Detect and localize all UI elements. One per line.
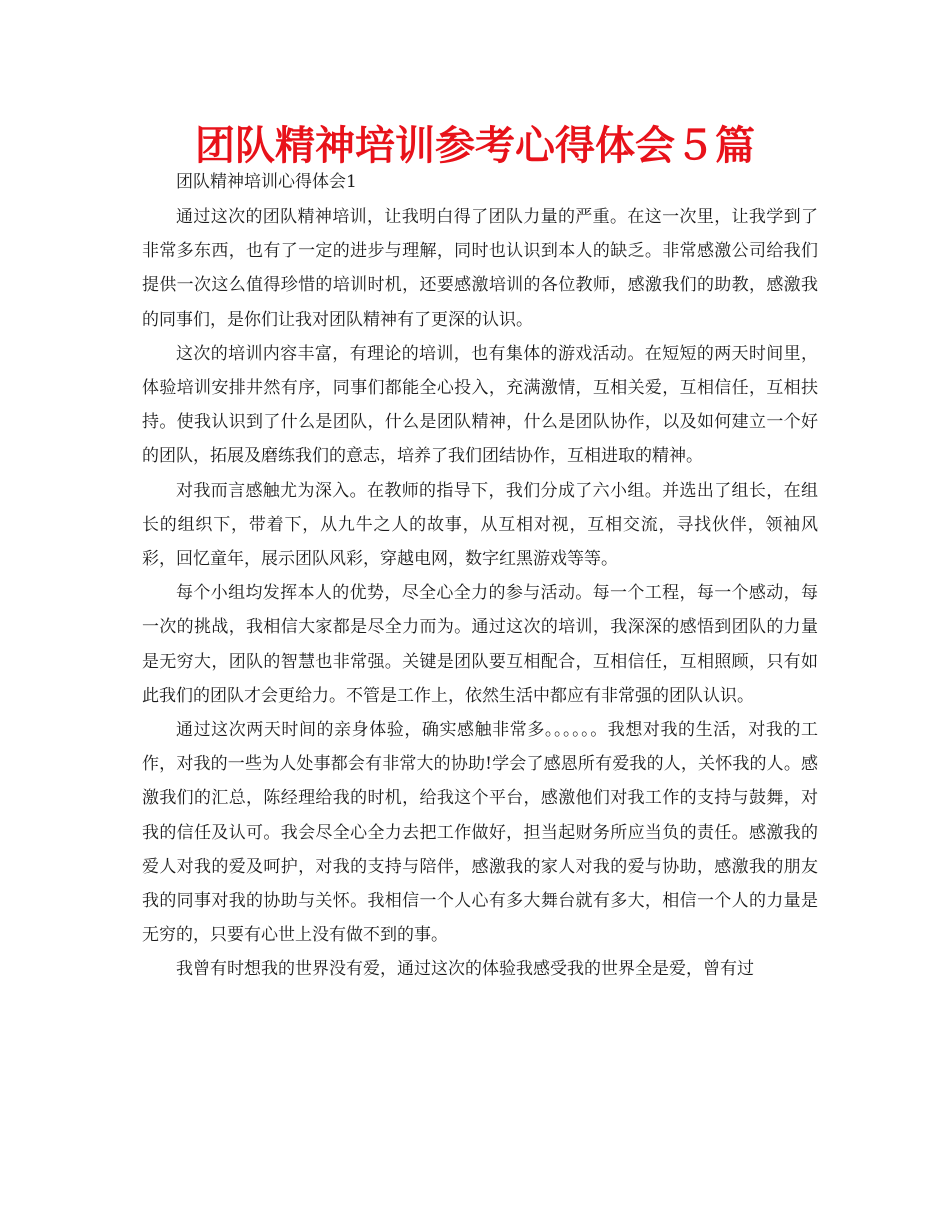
paragraph-1: 通过这次的团队精神培训，让我明白得了团队力量的严重。在这一次里，让我学到了非常多东西，也有了一定的进步与理解，同时也认识到本人的缺乏。非常感激公司给我们提供一次这么值得珍惜的培训时机，还要感激培训的各位教师，感激我们的助教，感激我的同事们，是你们让我对团队精神有了更深的认识。 <box>142 207 818 330</box>
paragraph-2: 这次的培训内容丰富，有理论的培训，也有集体的游戏活动。在短短的两天时间里，体验培训安排井然有序，同事们都能全心投入，充满激情，互相关爱，互相信任，互相扶持。使我认识到了什么是团队，什么是团队精神，什么是团队协作，以及如何建立一个好的团队，拓展及磨练我们的意志，培养了我们团结协作，互相进取的精神。 <box>142 343 818 467</box>
document-body <box>142 166 818 987</box>
paragraph-4: 每个小组均发挥本人的优势，尽全心全力的参与活动。每一个工程，每一个感动，每一次的挑战，我相信大家都是尽全力而为。通过这次的培训，我深深的感悟到团队的力量是无穷大，团队的智慧也非常强。关键是团队要互相配合，互相信任，互相照顾，只有如此我们的团队才会更给力。不管是工作上，依然生活中都应有非常强的团队认识。 <box>142 583 818 706</box>
paragraph-6: 我曾有时想我的世界没有爱，通过这次的体验我感受我的世界全是爱，曾有过 <box>176 959 754 980</box>
section-heading: 团队精神培训心得体会1 <box>176 172 357 192</box>
document-title: 团队精神培训参考心得体会５篇 <box>195 123 755 169</box>
paragraph-5: 通过这次两天时间的亲身体验，确实感触非常多。。。。。。我想对我的生活，对我的工作，对我的一些为人处事都会有非常大的协助!学会了感恩所有爱我的人，关怀我的人。感激我们的汇总，陈经理给我的时机，给我这个平台，感激他们对我工作的支持与鼓舞，对我的信任及认可。我会尽全心全力去把工作做好，担当起财务所应当负的责任。感激我的爱人对我的爱及呵护，对我的支持与陪伴，感激我的家人对我的爱与协助，感激我的朋友我的同事对我的协助与关怀。我相信一个人心有多大舞台就有多大，相信一个人的力量是无穷的，只要有心世上没有做不到的事。 <box>142 720 818 946</box>
paragraph-3: 对我而言感触尤为深入。在教师的指导下，我们分成了六小组。并选出了组长，在组长的组织下，带着下，从九牛之人的故事，从互相对视，互相交流，寻找伙伴，领袖风彩，回忆童年，展示团队风彩，穿越电网，数字红黑游戏等等。 <box>142 480 818 570</box>
